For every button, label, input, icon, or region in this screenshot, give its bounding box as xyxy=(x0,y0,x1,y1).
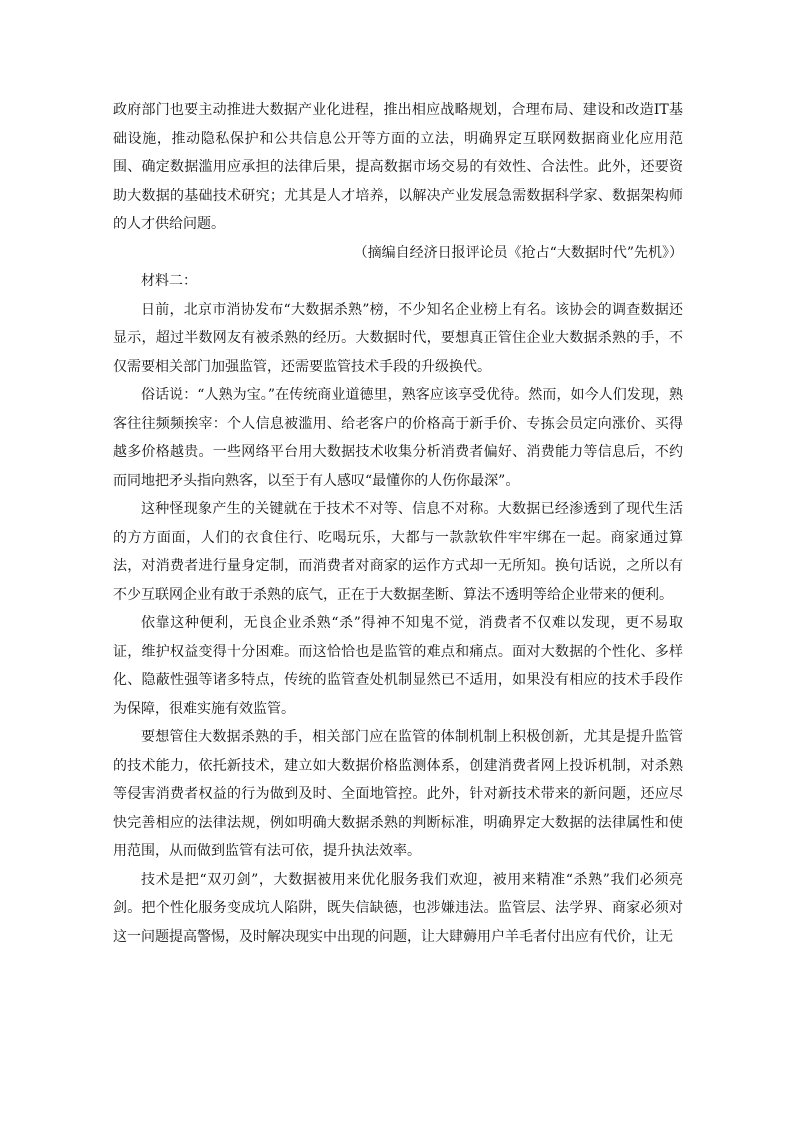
body-paragraph: 这种怪现象产生的关键就在于技术不对等、信息不对称。大数据已经渗透到了现代生活的方方面面，人们的衣食住行、吃喝玩乐，大都与一款款软件牢牢绑在一起。商家通过算法，对消费者进行量身定制，而消费者对商家的运作方式却一无所知。换句话说，之所以有不少互联网企业有敢于杀熟的底气，正在于大数据垄断、算法不透明等给企业带来的便利。 xyxy=(113,501,683,603)
body-paragraph: 俗话说：“人熟为宝。”在传统商业道德里，熟客应该享受优待。然而，如今人们发现，熟客往往频频挨宰：个人信息被滥用、给老客户的价格高于新手价、专拣会员定向涨价、买得越多价格越贵。一些网络平台用大数据技术收集分析消费者偏好、消费能力等信息后，不约而同地把矛头指向熟客，以至于有人感叹“最懂你的人伤你最深”。 xyxy=(113,387,683,489)
body-paragraph: 日前，北京市消协发布“大数据杀熟”榜，不少知名企业榜上有名。该协会的调查数据还显示，超过半数网友有被杀熟的经历。大数据时代，要想真正管住企业大数据杀熟的手，不仅需要相关部门加强监管，还需要监管技术手段的升级换代。 xyxy=(113,301,683,375)
body-paragraph: 要想管住大数据杀熟的手，相关部门应在监管的体制机制上积极创新，尤其是提升监管的技术能力，依托新技术，建立如大数据价格监测体系，创建消费者网上投诉机制，对杀熟等侵害消费者权益的行为做到及时、全面地管控。此外，针对新技术带来的新问题，还应尽快完善相应的法律法规，例如明确大数据杀熟的判断标准，明确界定大数据的法律属性和使用范围，从而做到监管有法可依，提升执法效率。 xyxy=(113,729,683,859)
continuation-paragraph: 政府部门也要主动推进大数据产业化进程，推出相应战略规划，合理布局、建设和改造IT基础设施，推动隐私保护和公共信息公开等方面的立法，明确界定互联网数据商业化应用范围、确定数据滥用应承担的法律后果，提高数据市场交易的有效性、合法性。此外，还要资助大数据的基础技术研究；尤其是人才培养，以解决产业发展急需数据科学家、数据架构师的人才供给问题。 xyxy=(113,102,683,232)
material-heading: 材料二： xyxy=(141,273,197,289)
body-paragraph: 依靠这种便利，无良企业杀熟“杀”得神不知鬼不觉，消费者不仅难以发现，更不易取证，维护权益变得十分困难。而这恰恰也是监管的难点和痛点。面对大数据的个性化、多样化、隐蔽性强等诸多特点，传统的监管查处机制显然已不适用，如果没有相应的技术手段作为保障，很难实施有效监管。 xyxy=(113,615,683,717)
document-body xyxy=(113,96,683,951)
body-paragraph: 技术是把“双刃剑”，大数据被用来优化服务我们欢迎，被用来精准“杀熟”我们必须亮剑。把个性化服务变成坑人陷阱，既失信缺德，也涉嫌违法。监管层、法学界、商家必须对这一问题提高警惕，及时解决现实中出现的问题，让大肆薅用户羊毛者付出应有代价，让无 xyxy=(113,871,683,945)
source-citation: （摘编自经济日报评论员《抢占“大数据时代”先机》） xyxy=(353,244,683,261)
